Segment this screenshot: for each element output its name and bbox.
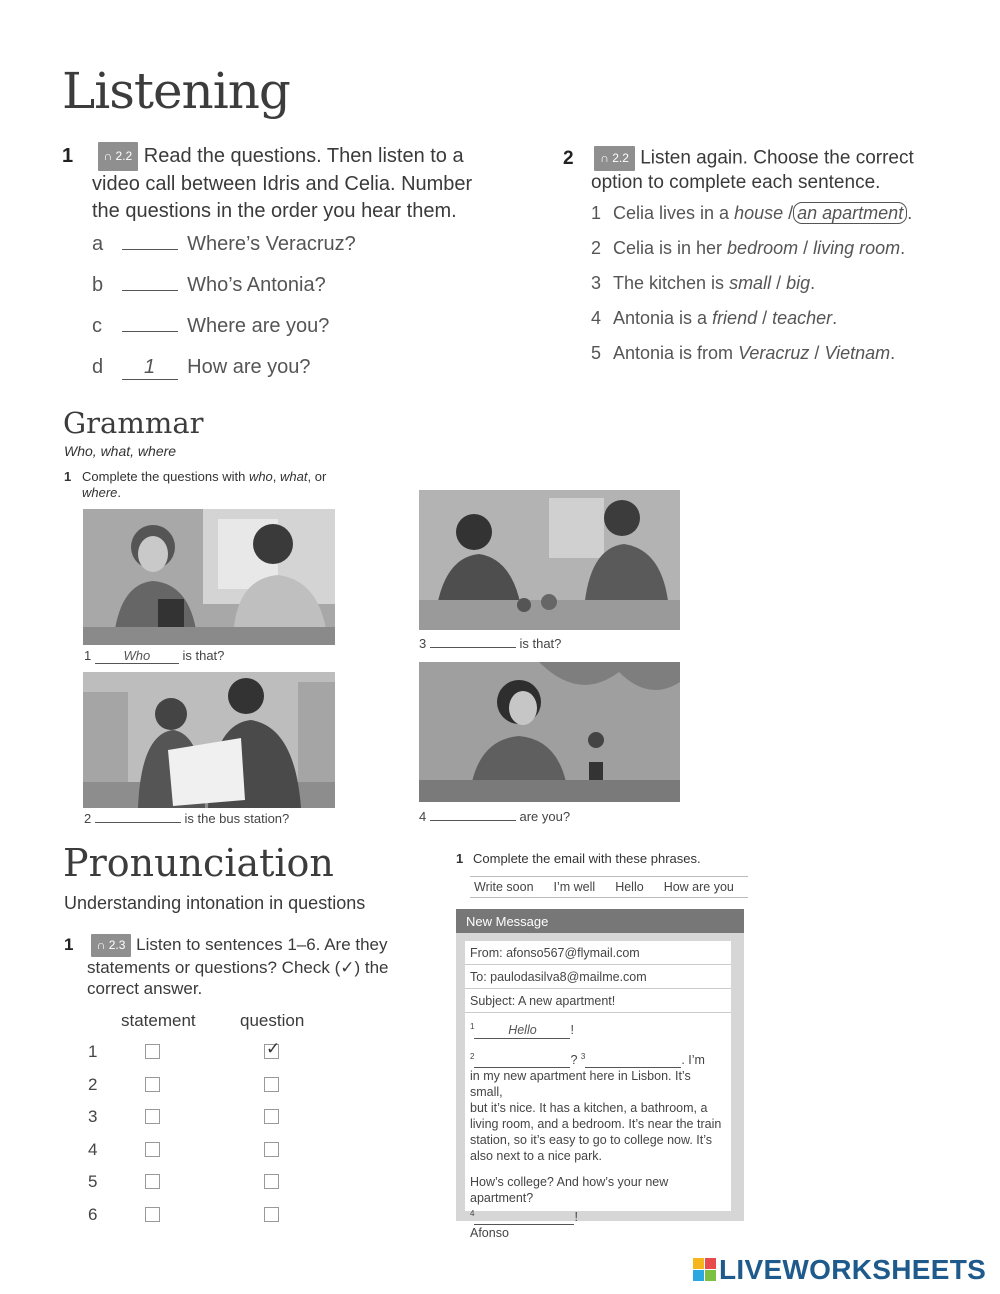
- option-friend[interactable]: friend: [712, 308, 758, 328]
- photo-people-with-tablet: [83, 509, 335, 645]
- ex1-number: 1: [62, 144, 74, 167]
- email-body: [465, 941, 731, 1241]
- col-statement-header: statement: [121, 1011, 196, 1030]
- phrase-item[interactable]: How are you: [663, 880, 734, 894]
- statement-checkbox[interactable]: [145, 1044, 160, 1059]
- row-number: 5: [88, 1172, 98, 1191]
- option-vietnam[interactable]: Vietnam: [824, 343, 891, 363]
- answer-blank[interactable]: [122, 331, 178, 332]
- listening-ex2: [563, 146, 983, 194]
- email-to: To: paulodasilva8@mailme.com: [465, 965, 731, 989]
- row-number: 6: [88, 1204, 98, 1224]
- option-veracruz[interactable]: Veracruz: [738, 343, 810, 363]
- email-instruction: 1 Complete the email with these phrases.: [456, 851, 701, 866]
- option-teacher[interactable]: teacher: [772, 308, 833, 328]
- pronunciation-subtitle: Understanding intonation in questions: [64, 893, 366, 913]
- listening-title: Listening: [62, 62, 290, 120]
- ex1-item-c: c Where are you?: [92, 315, 330, 337]
- grammar-subtitle: Who, what, where: [64, 443, 177, 459]
- ex2-item-2: 2 Celia is in her bedroom / living room.: [591, 238, 906, 258]
- option-big[interactable]: big: [786, 273, 811, 293]
- photo-illustration: [83, 672, 335, 808]
- grammar-caption-1: 1 Who is that?: [84, 648, 225, 663]
- statement-checkbox[interactable]: [145, 1077, 160, 1092]
- ex2-number: 2: [563, 147, 574, 169]
- ex1-item-b: b Who’s Antonia?: [92, 274, 326, 296]
- row-number: 4: [88, 1139, 98, 1159]
- question-checkbox[interactable]: [264, 1039, 281, 1059]
- question-checkbox[interactable]: [264, 1077, 279, 1092]
- row-number: 1: [88, 1042, 98, 1061]
- check-mark-icon: ✓: [266, 1039, 281, 1058]
- photo-people-with-map: [83, 672, 335, 808]
- question-checkbox[interactable]: [264, 1142, 279, 1157]
- email-blank-4[interactable]: [474, 1211, 574, 1225]
- email-blank-1[interactable]: Hello: [474, 1022, 570, 1039]
- statement-checkbox[interactable]: [145, 1207, 160, 1222]
- photo-woman-on-phone: [419, 662, 680, 802]
- grammar-title: Grammar: [63, 406, 204, 440]
- photo-illustration: [419, 490, 680, 630]
- statement-checkbox[interactable]: [145, 1174, 160, 1189]
- option-house[interactable]: house: [734, 203, 784, 223]
- statement-checkbox[interactable]: [145, 1109, 160, 1124]
- answer-blank[interactable]: [95, 822, 181, 823]
- ex2-item-1: 1 Celia lives in a house / an apartment .: [591, 203, 913, 223]
- photo-illustration: [83, 509, 335, 645]
- logo-blocks-icon: [693, 1258, 717, 1282]
- answer-blank[interactable]: Who: [95, 648, 179, 664]
- photo-people-at-table: [419, 490, 680, 630]
- option-bedroom[interactable]: bedroom: [727, 238, 799, 258]
- question-checkbox[interactable]: [264, 1207, 279, 1222]
- option-small[interactable]: small: [729, 273, 772, 293]
- ex1-text-line3: the questions in the order you hear them.: [92, 200, 457, 222]
- question-checkbox[interactable]: [264, 1109, 279, 1124]
- phrase-bank: [470, 876, 748, 898]
- grammar-caption-2: 2 is the bus station?: [84, 811, 290, 826]
- col-question-header: question: [240, 1011, 305, 1030]
- row-number: 2: [88, 1074, 98, 1094]
- ex2-item-3: 3 The kitchen is small / big.: [591, 273, 816, 293]
- listening-ex1: [62, 142, 552, 225]
- ex1-text-line1: Read the questions. Then listen to a: [143, 144, 464, 167]
- audio-track-icon[interactable]: ∩ 2.3: [91, 934, 132, 957]
- pronunciation-title: Pronunciation: [63, 841, 334, 885]
- answer-blank[interactable]: 1: [122, 356, 178, 380]
- phrase-item[interactable]: Hello: [615, 880, 644, 894]
- option-an-apartment[interactable]: an apartment: [793, 202, 907, 224]
- answer-blank[interactable]: [430, 647, 516, 648]
- ex2-text-line1: Listen again. Choose the correct: [640, 147, 914, 169]
- email-subject: Subject: A new apartment!: [465, 989, 731, 1013]
- email-blank-3[interactable]: [585, 1054, 681, 1068]
- ex1-text-line2: video call between Idris and Celia. Number: [92, 173, 473, 195]
- phrase-item[interactable]: I’m well: [553, 880, 596, 894]
- email-blank-2[interactable]: [474, 1054, 570, 1068]
- ex1-item-d: d 1 How are you?: [92, 356, 311, 378]
- ex1-item-a: a Where’s Veracruz?: [92, 233, 356, 255]
- email-window: [456, 909, 744, 1241]
- statement-checkbox[interactable]: [145, 1142, 160, 1157]
- option-living-room[interactable]: living room: [813, 238, 901, 258]
- answer-blank[interactable]: [122, 249, 178, 250]
- ex2-text-line2: option to complete each sentence.: [591, 172, 881, 193]
- email-signature: Afonso: [470, 1226, 509, 1241]
- answer-blank[interactable]: [430, 820, 516, 821]
- pronunciation-ex1: 1 ∩ 2.3 Listen to sentences 1–6. Are they statements or questions? Check (✓) the correct answer.: [64, 935, 389, 999]
- logo-text: LIVEWORKSHEETS: [719, 1254, 987, 1285]
- grammar-instruction: 1 Complete the questions with who, what, or where.: [64, 469, 327, 500]
- email-message: $^1$ Hello ! $^2$ ? $^3$ . I’m in my new apartment here in Lisbon. It’s small, but it’s nice. It has a kitchen, a bathroom, a living room, and a bedroom. It’s near the train station, so it’s easy to go to college now. It’s also next to a nice park. How’s college? And how’s your new apartment? $^4$ ! Afonso: [465, 1013, 731, 1241]
- answer-blank[interactable]: [122, 290, 178, 291]
- question-checkbox[interactable]: [264, 1174, 279, 1189]
- audio-track-icon[interactable]: ∩ 2.2: [98, 142, 139, 171]
- photo-illustration: [419, 662, 680, 802]
- ex2-item-5: 5 Antonia is from Veracruz / Vietnam.: [591, 343, 896, 363]
- ex2-item-4: 4 Antonia is a friend / teacher.: [591, 308, 838, 328]
- liveworksheets-logo[interactable]: [693, 1255, 986, 1285]
- email-from: From: afonso567@flymail.com: [465, 941, 731, 965]
- audio-track-icon[interactable]: ∩ 2.2: [594, 146, 635, 171]
- phrase-item[interactable]: Write soon: [474, 880, 534, 894]
- grammar-caption-3: 3 is that?: [419, 636, 562, 651]
- email-window-title: New Message: [456, 909, 744, 933]
- row-number: 3: [88, 1107, 98, 1126]
- grammar-caption-4: 4 are you?: [419, 809, 571, 824]
